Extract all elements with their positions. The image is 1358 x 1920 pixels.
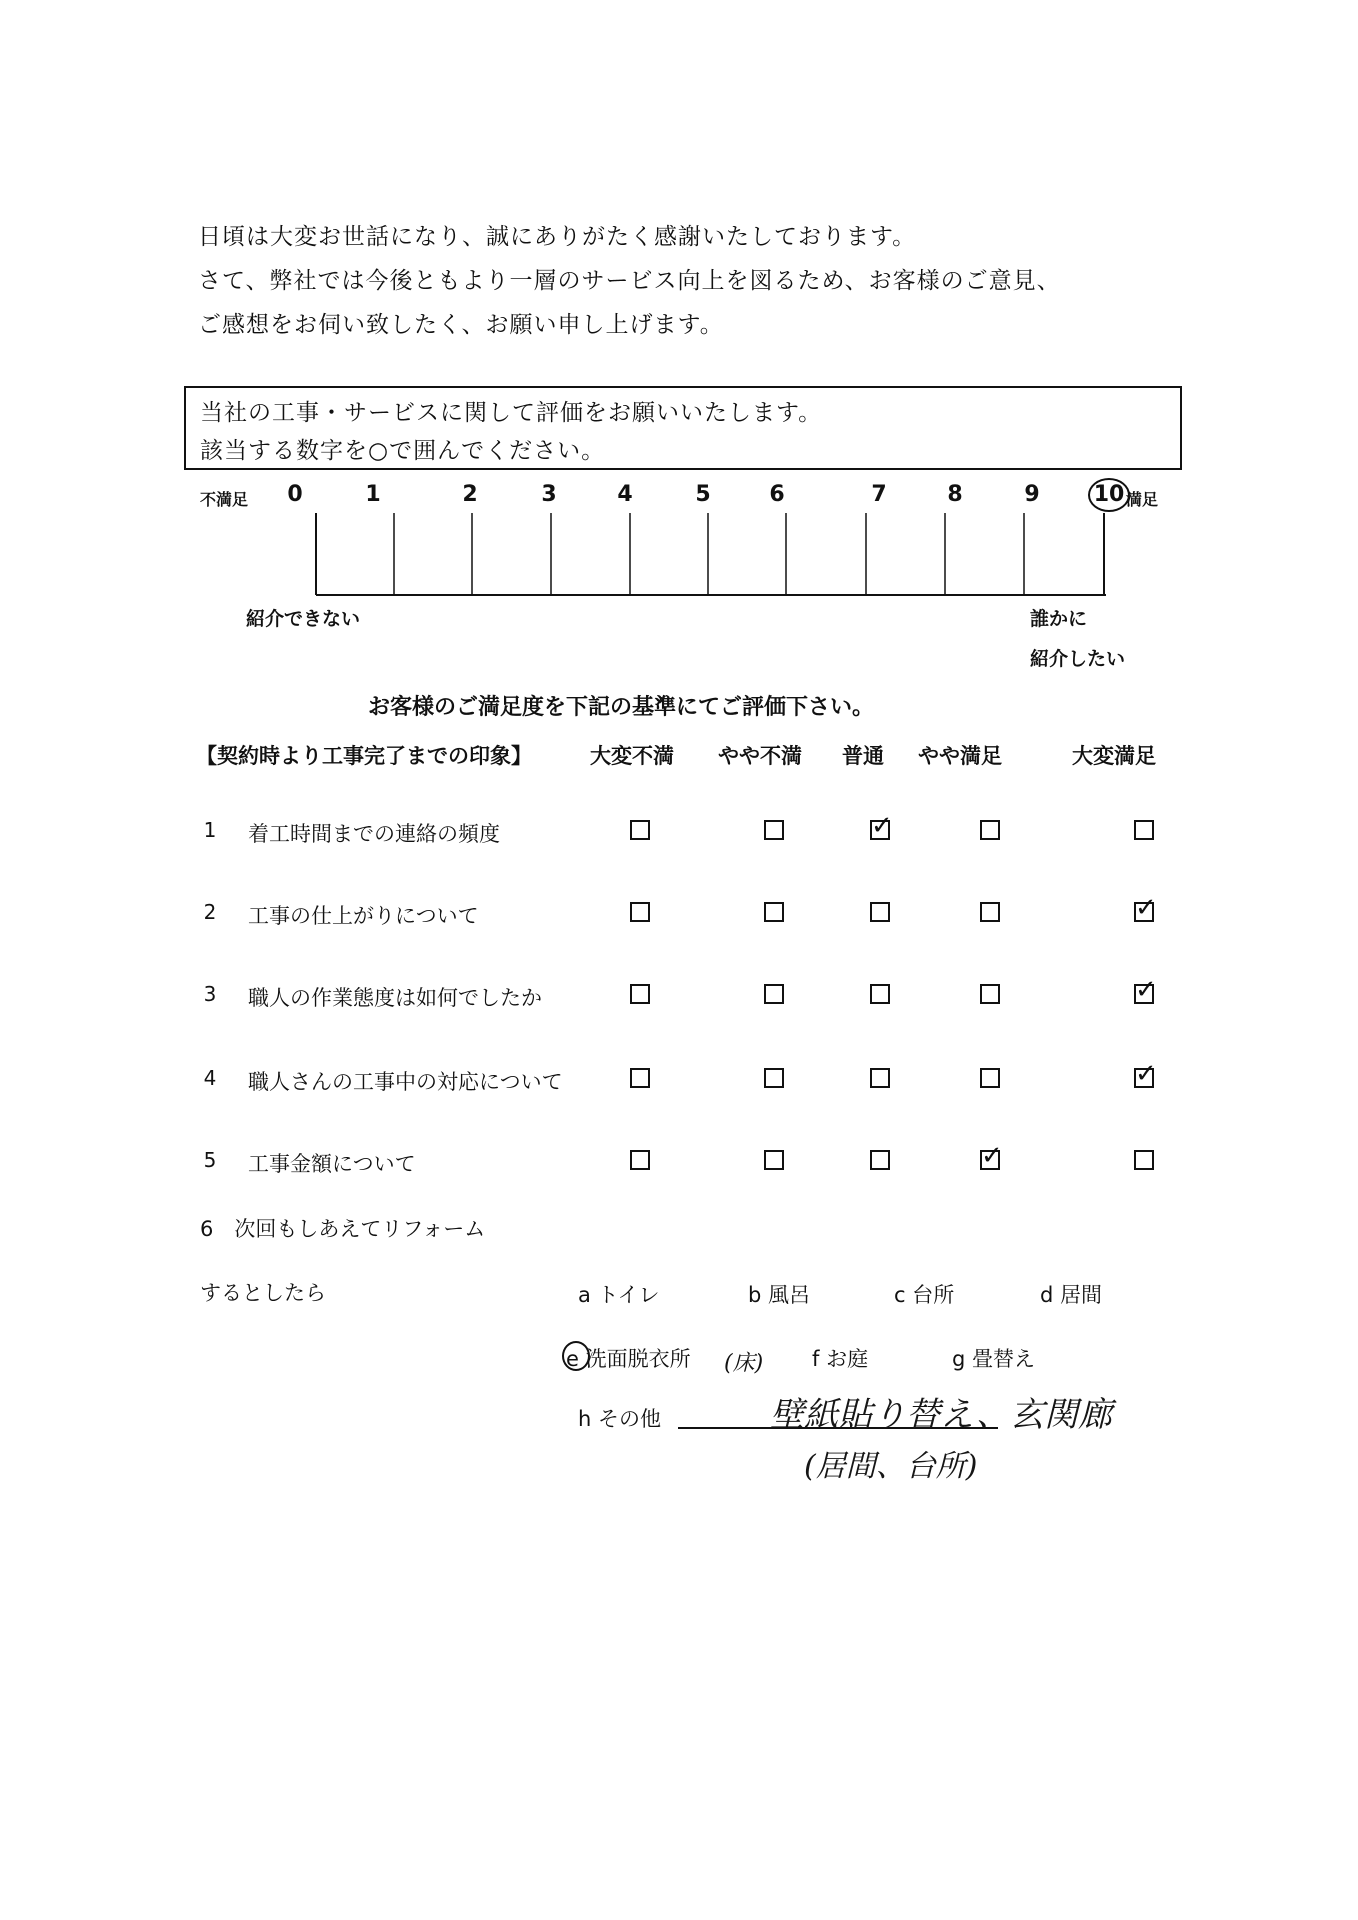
option-c-kitchen[interactable]: c 台所 [894,1283,955,1307]
scale-number-7[interactable]: 7 [871,482,887,507]
question-number: 5 [203,1148,217,1172]
rating-checkbox[interactable] [764,820,784,840]
rating-checkbox[interactable] [1134,820,1154,840]
checkmark-icon: ✓ [981,1141,1003,1171]
scale-number-5[interactable]: 5 [695,482,711,507]
checkmark-icon: ✓ [1135,975,1157,1005]
rating-checkbox[interactable] [630,1068,650,1088]
question-text: 工事金額について [248,1152,416,1176]
question-text: 着工時間までの連絡の頻度 [248,822,500,846]
rating-checkbox[interactable] [980,1068,1000,1088]
option-a-toilet[interactable]: a トイレ [578,1283,660,1307]
reform-question-line-2: するとしたら [200,1281,326,1305]
rating-checkbox[interactable] [980,820,1000,840]
question-text: 職人さんの工事中の対応について [248,1070,563,1094]
handwritten-other-line-1: 壁紙貼り替え、玄関廊 [770,1395,1113,1435]
question-number: 1 [203,818,217,842]
scale-high-caption-2: 紹介したい [1030,648,1126,670]
scale-number-3[interactable]: 3 [541,482,557,507]
scale-number-1[interactable]: 1 [365,482,381,507]
option-d-living[interactable]: d 居間 [1040,1283,1103,1307]
scale-left-label: 不満足 [200,490,249,509]
rating-checkbox[interactable] [870,1150,890,1170]
section-title: 【契約時より工事完了までの印象】 [196,744,532,768]
scale-number-0[interactable]: 0 [287,482,303,507]
scale-number-8[interactable]: 8 [947,482,963,507]
scale-number-2[interactable]: 2 [462,482,478,507]
rating-checkbox[interactable] [630,820,650,840]
checkmark-icon: ✓ [1135,1059,1157,1089]
scale-number-6[interactable]: 6 [769,482,785,507]
scale-number-10[interactable]: 10 [1093,482,1125,507]
reform-question-line-1: 6 次回もしあえてリフォーム [200,1217,486,1241]
scale-low-caption: 紹介できない [246,608,361,630]
scale-high-caption-1: 誰かに [1030,608,1088,630]
rating-checkbox[interactable] [1134,1150,1154,1170]
scale-number-4[interactable]: 4 [617,482,633,507]
checkmark-icon: ✓ [871,811,893,841]
question-text: 工事の仕上がりについて [248,904,479,928]
option-e-handwritten-note: (床) [724,1351,764,1376]
scale-number-9[interactable]: 9 [1024,482,1040,507]
intro-line-3: ご感想をお伺い致したく、お願い申し上げます。 [198,312,724,338]
rating-checkbox[interactable] [630,1150,650,1170]
handwritten-other-line-2: (居間、台所) [804,1449,978,1484]
column-header-very-satisfied: 大変満足 [1072,744,1156,768]
rating-checkbox[interactable] [764,902,784,922]
rating-checkbox[interactable] [870,1068,890,1088]
rating-checkbox[interactable] [870,984,890,1004]
intro-line-2: さて、弊社では今後ともより一層のサービス向上を図るため、お客様のご意見、 [198,268,1061,294]
scale-right-label: 満足 [1126,490,1159,509]
option-f-garden[interactable]: f お庭 [812,1347,869,1371]
question-text: 職人の作業態度は如何でしたか [248,986,542,1010]
question-number: 4 [203,1066,217,1090]
column-header-neutral: 普通 [842,744,884,768]
rating-checkbox[interactable] [870,902,890,922]
rating-checkbox[interactable] [630,984,650,1004]
column-header-somewhat-dissatisfied: やや不満 [718,744,802,768]
option-h-other[interactable]: h その他 [578,1407,661,1431]
question-number: 2 [203,900,217,924]
option-g-tatami[interactable]: g 畳替え [952,1347,1036,1371]
column-header-somewhat-satisfied: やや満足 [918,744,1002,768]
option-b-bath[interactable]: b 風呂 [748,1283,811,1307]
rating-checkbox[interactable] [764,1068,784,1088]
column-header-very-dissatisfied: 大変不満 [590,744,674,768]
rating-checkbox[interactable] [764,984,784,1004]
intro-line-1: 日頃は大変お世話になり、誠にありがたく感謝いたしております。 [198,224,917,250]
checkmark-icon: ✓ [1135,893,1157,923]
option-e-washroom[interactable]: e 洗面脱衣所 [566,1347,691,1371]
rating-checkbox[interactable] [630,902,650,922]
rating-instruction-line-1: 当社の工事・サービスに関して評価をお願いいたします。 [200,400,823,426]
rating-instruction-line-2: 該当する数字を○で囲んでください。 [200,438,606,464]
option-e-selected-circle [562,1341,590,1371]
rating-checkbox[interactable] [764,1150,784,1170]
rating-checkbox[interactable] [980,984,1000,1004]
rating-checkbox[interactable] [980,902,1000,922]
survey-heading: お客様のご満足度を下記の基準にてご評価下さい。 [368,695,875,720]
question-number: 3 [203,982,217,1006]
